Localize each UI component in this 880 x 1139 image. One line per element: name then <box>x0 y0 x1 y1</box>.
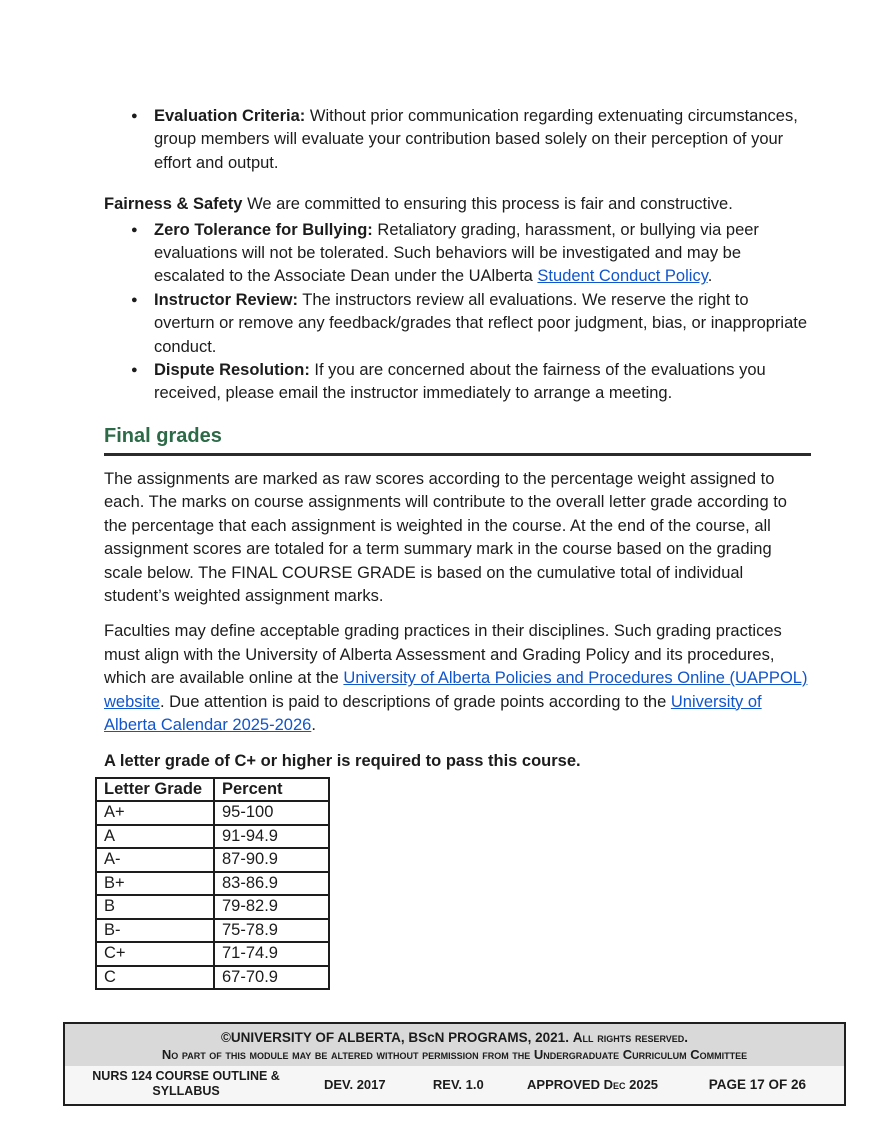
approved-month: Dec <box>603 1076 626 1092</box>
fairness-safety-label: Fairness & Safety <box>104 195 243 214</box>
footer-revision: REV. 1.0 <box>432 1076 484 1092</box>
bullet-icon: ● <box>131 110 138 122</box>
percent-cell: 75-78.9 <box>214 919 329 943</box>
dispute-resolution-label: Dispute Resolution: <box>154 361 310 380</box>
approved-year: 2025 <box>625 1076 659 1092</box>
table-header-row <box>96 778 329 802</box>
copyright-main-text: ©UNIVERSITY OF ALBERTA, BScN PROGRAMS, 2021. <box>220 1030 573 1046</box>
grade-cell: A+ <box>96 801 214 825</box>
uappol-website-link[interactable]: University of Alberta Policies and Procedures Online (UAPPOL) website <box>104 669 808 711</box>
paragraph-2-segment-3: . <box>311 715 316 734</box>
grade-cell: B- <box>96 919 214 943</box>
footer <box>63 1022 846 1106</box>
bullet-text <box>154 219 811 289</box>
grade-cell: B+ <box>96 872 214 896</box>
grade-cell: B <box>96 895 214 919</box>
ualberta-calendar-link[interactable]: University of Alberta Calendar 2025-2026 <box>104 692 762 734</box>
bullet-icon: ● <box>131 364 138 377</box>
percent-cell: 91-94.9 <box>214 825 329 849</box>
final-grades-paragraph-1: The assignments are marked as raw scores according to the percentage weight assigned to each. The marks on course assignments will contribute to the overall letter grade according to the percentage that each assignment is weighted in the course. At the end of the course, all assignment scores are totaled for a term summary mark in the course based on the grading scale below. The FINAL COURSE GRADE is based on the cumulative total of individual student’s weighted assignment marks. <box>104 469 787 605</box>
table-row <box>96 919 329 943</box>
column-header-letter-grade: Letter Grade <box>96 778 214 802</box>
bullet-icon: ● <box>131 293 138 306</box>
table-row <box>96 825 329 849</box>
fairness-safety-text: We are committed to ensuring this process is fair and constructive. <box>242 195 733 214</box>
evaluation-criteria-text: Without prior communication regarding extenuating circumstances, group members will evaluate your contribution based solely on their perception of your effort and output. <box>154 107 798 172</box>
grade-cell: A <box>96 825 214 849</box>
column-header-percent: Percent <box>214 778 329 802</box>
table-row <box>96 872 329 896</box>
table-row <box>96 966 329 990</box>
final-grades-paragraph-2 <box>104 620 811 737</box>
paragraph-2-segment-1: Faculties may define acceptable grading practices in their disciplines. Such grading practices must align with the University of Alberta Assessment and Grading Policy and its procedures, which are available online at the <box>104 622 782 688</box>
percent-cell: 95-100 <box>214 801 329 825</box>
bullet-text <box>154 105 811 175</box>
bullet-item-instructor-review <box>104 289 811 359</box>
student-conduct-policy-link[interactable]: Student Conduct Policy <box>537 267 708 286</box>
percent-cell: 87-90.9 <box>214 848 329 872</box>
instructor-review-label: Instructor Review: <box>154 290 298 309</box>
footer-approved-date <box>508 1077 677 1092</box>
percent-cell: 71-74.9 <box>214 942 329 966</box>
bullet-item-dispute-resolution <box>104 359 811 406</box>
fairness-safety-paragraph <box>104 193 811 216</box>
grade-cell: C+ <box>96 942 214 966</box>
footer-permission-line: No part of this module may be altered without permission from the Undergraduate Curriculum Committee <box>161 1047 748 1063</box>
copyright-rights-text: All rights reserved. <box>572 1030 689 1046</box>
table-row <box>96 801 329 825</box>
footer-dev-date: DEV. 2017 <box>323 1076 386 1092</box>
footer-copyright-line <box>73 1029 836 1046</box>
bullet-text <box>154 359 811 406</box>
page-content <box>104 0 811 990</box>
table-row <box>96 942 329 966</box>
dispute-resolution-text: If you are concerned about the fairness of the evaluations you received, please email the instructor immediately to arrange a meeting. <box>154 361 766 403</box>
footer-copyright-band <box>65 1024 844 1066</box>
grade-cell: C <box>96 966 214 990</box>
bullet-text <box>154 289 811 359</box>
section-heading-final-grades: Final grades <box>104 423 811 456</box>
grade-cell: A- <box>96 848 214 872</box>
footer-info-row <box>65 1066 844 1104</box>
bullet-icon: ● <box>131 223 138 236</box>
bullet-item-evaluation-criteria <box>104 105 811 175</box>
table-row <box>96 895 329 919</box>
footer-page-number: PAGE 17 OF 26 <box>708 1076 807 1092</box>
paragraph-2-segment-2: . Due attention is paid to descriptions of grade points according to the <box>159 692 671 711</box>
table-row <box>96 848 329 872</box>
bullet-item-zero-tolerance <box>104 219 811 289</box>
percent-cell: 79-82.9 <box>214 895 329 919</box>
zero-tolerance-label: Zero Tolerance for Bullying: <box>154 220 373 239</box>
zero-tolerance-text: Retaliatory grading, harassment, or bullying via peer evaluations will not be tolerated. Such behaviors will be investigated and may be escalated to the Associate Dean under the UAlberta <box>154 220 759 286</box>
grade-scale-table <box>95 777 330 991</box>
percent-cell: 67-70.9 <box>214 966 329 990</box>
approved-label: APPROVED <box>527 1076 604 1092</box>
percent-cell: 83-86.9 <box>214 872 329 896</box>
pass-requirement-line: A letter grade of C+ or higher is required to pass this course. <box>104 752 581 771</box>
footer-doc-title: NURS 124 COURSE OUTLINE & SYLLABUS <box>92 1069 280 1099</box>
zero-tolerance-text-after: . <box>707 267 713 286</box>
instructor-review-text: The instructors review all evaluations. We reserve the right to overturn or remove any feedback/grades that reflect poor judgment, bias, or inappropriate conduct. <box>154 290 808 356</box>
evaluation-criteria-label: Evaluation Criteria: <box>154 107 306 125</box>
